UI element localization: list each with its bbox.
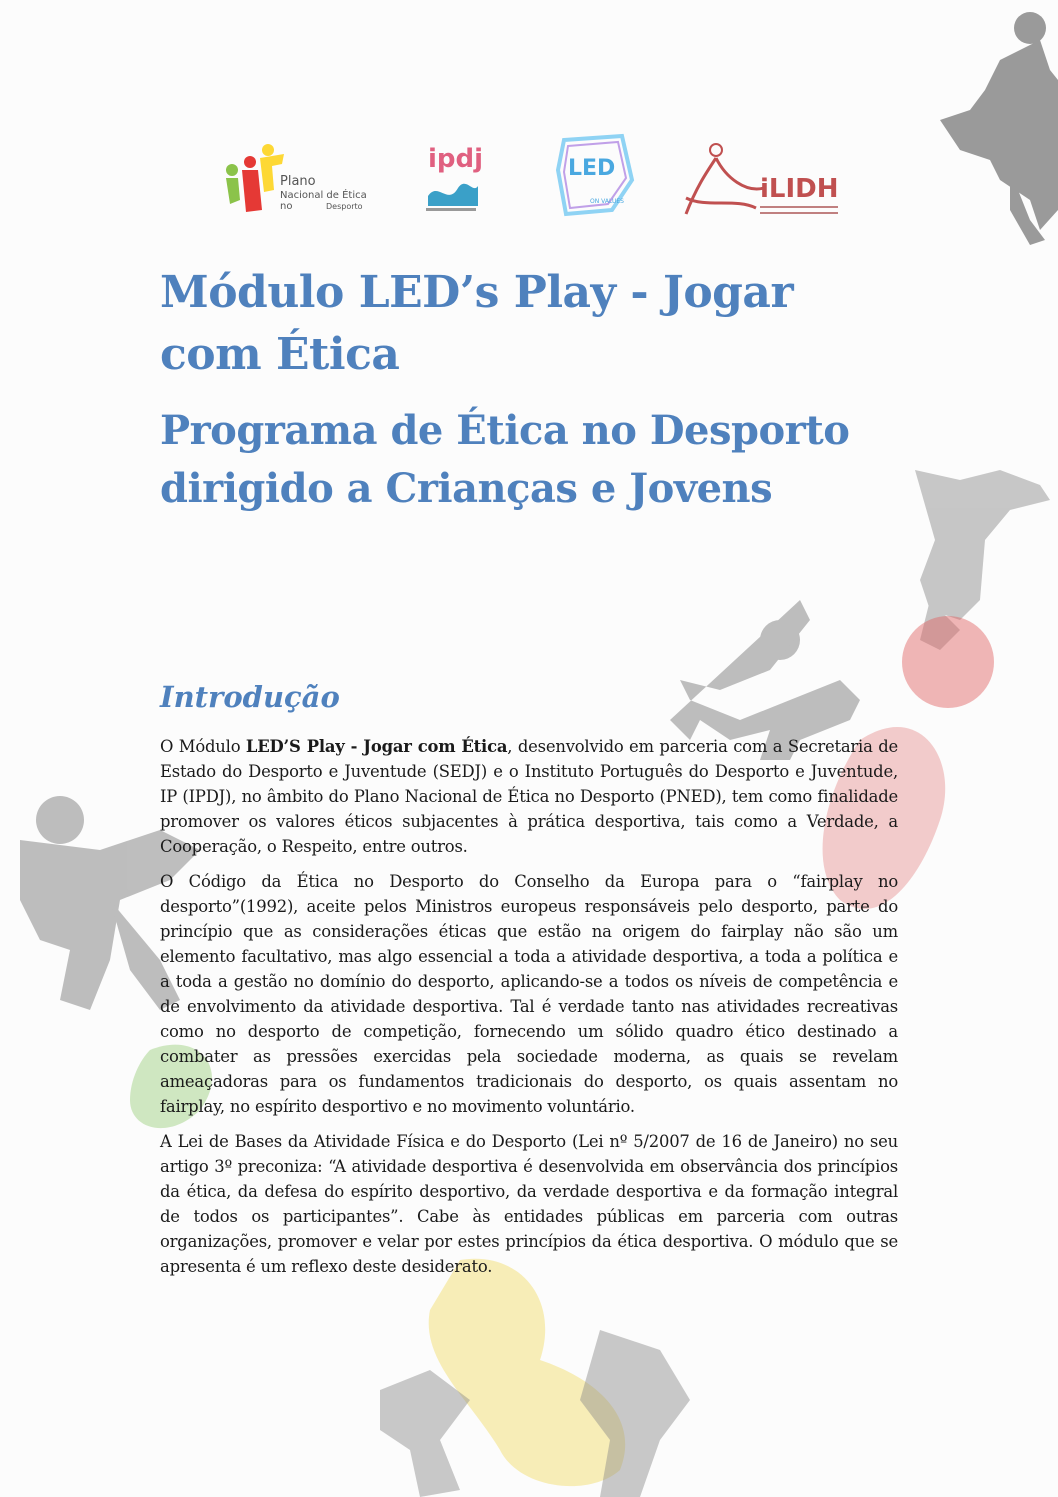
section-heading-introduction: Introdução (160, 680, 340, 714)
pned-logo (218, 130, 378, 222)
led-logo-mark: LED (568, 156, 616, 181)
paragraph-3: A Lei de Bases da Atividade Física e do Desporto (Lei nº 5/2007 de 16 de Janeiro) no seu artigo 3º preconiza: “A atividade desportiva é desenvolvida em observância dos princípios da ética, da defesa do espírito desportivo, da verdade desportiva e da formação integral de todos os participantes”. Cabe às entidades públicas em parceria com outras organizações, promover e velar por estes princípios da ética desportiva. O módulo que se apresenta é um reflexo deste desiderato. (160, 1132, 898, 1276)
partner-logos (0, 130, 1058, 222)
title-block (160, 262, 898, 518)
pned-logo-line1: Plano (280, 174, 316, 189)
red-ball-shape (902, 616, 994, 708)
ilidh-caption-line-2 (760, 212, 838, 214)
paragraph-1 (160, 734, 898, 859)
paragraph-1-rest: , desenvolvido em parceria com a Secretaria de Estado do Desporto e Juventude (SEDJ) e o Instituto Português do Desporto e Juventude, IP (IPDJ), no âmbito do Plano Nacional de Ética no Desporto (PNED), tem como finalidade promover os valores éticos subjacentes à prática desportiva, tais como a Verdade, a Cooperação, o Respeito, entre outros. (160, 737, 898, 856)
ipdj-caption-line (426, 208, 476, 211)
ilidh-figure-icon (676, 138, 766, 218)
module-name-bold: LED’S Play - Jogar com Ética (245, 737, 508, 756)
ilidh-logo (674, 130, 844, 222)
pned-logo-line3: Desporto (326, 202, 363, 211)
ipdj-logo (396, 130, 506, 222)
ilidh-caption-line-1 (760, 206, 838, 208)
document-title: Módulo LED’s Play - Jogar com Ética (160, 267, 794, 380)
led-logo-tagline: ON VALUES (590, 198, 624, 205)
ipdj-logo-mark: ipdj (428, 144, 484, 174)
paragraph-1-lead: O Módulo (160, 737, 246, 756)
paragraph-2: O Código da Ética no Desporto do Conselho da Europa para o “fairplay no desporto”(1992), aceite pelos Ministros europeus responsáveis pelo desporto, parte do princípio que as considerações éticas que estão na origem do fairplay não são um elemento facultativo, mas algo essencial a toda a atividade desportiva, a toda a política e a toda a gestão no domínio do desporto, aplicando-se a todos os níveis de competência e de envolvimento da atividade desportiva. Tal é verdade tanto nas atividades recreativas como no desporto de competição, fornecendo um sólido quadro ético destinado a combater as pressões exercidas pela sociedade moderna, as quais se revelam ameaçadoras para os fundamentos tradicionais do desporto, os quais assentam no fairplay, no espírito desportivo e no movimento voluntário. (160, 872, 898, 1116)
ipdj-wave-icon (428, 176, 478, 206)
document-subtitle: Programa de Ética no Desporto dirigido a Crianças e Jovens (160, 407, 850, 512)
led-logo (552, 130, 642, 222)
pned-logo-line2: Nacional de Ética no (280, 190, 367, 212)
introduction-body (160, 734, 898, 1289)
ilidh-logo-mark: iLIDH (760, 174, 839, 204)
